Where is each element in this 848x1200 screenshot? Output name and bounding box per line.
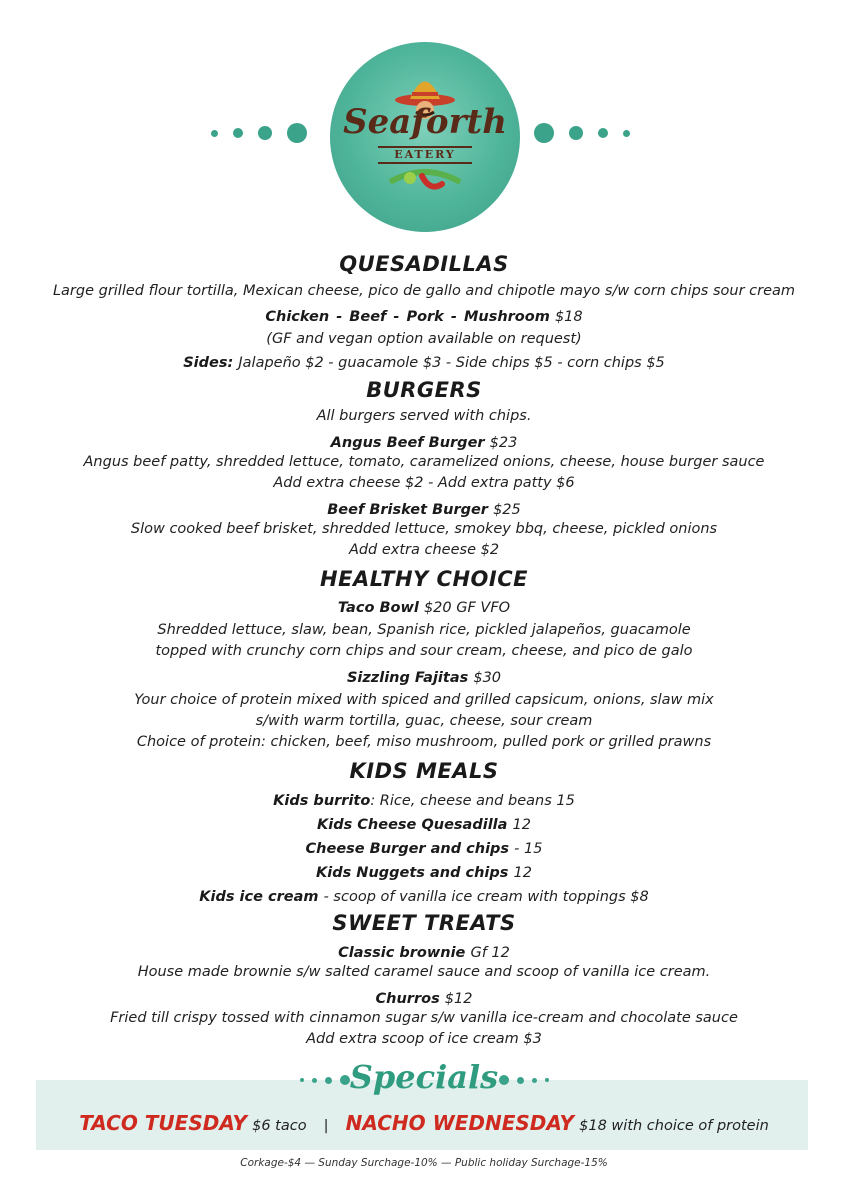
angus-burger-line bbox=[0, 432, 848, 451]
kids-nuggets-price: 12 bbox=[513, 865, 532, 881]
section-title-quesadillas: QUESADILLAS bbox=[339, 252, 509, 276]
logo-title: Seaforth bbox=[343, 102, 507, 142]
surcharge-footer: Corkage-$4 — Sunday Surchage-10% — Public holiday Surchage-15% bbox=[240, 1157, 608, 1169]
brownie-description: House made brownie s/w salted caramel sauce and scoop of vanilla ice cream. bbox=[137, 964, 711, 980]
quesadillas-note: (GF and vegan option available on request) bbox=[266, 331, 582, 347]
kids-icecream-line bbox=[0, 886, 848, 905]
specials-title: Specials bbox=[349, 1058, 499, 1096]
churros-name: Churros bbox=[375, 991, 440, 1007]
kids-quesadilla-line bbox=[0, 814, 848, 833]
nacho-wednesday-price: $18 with choice of protein bbox=[579, 1118, 769, 1134]
brisket-burger-name: Beef Brisket Burger bbox=[327, 502, 488, 518]
taco-bowl-description-2: topped with crunchy corn chips and sour cream, cheese, and pico de galo bbox=[155, 643, 693, 659]
angus-burger-price: $23 bbox=[489, 435, 518, 451]
sides-list: Jalapeño $2 - guacamole $3 - Side chips $5 - corn chips $5 bbox=[238, 355, 665, 371]
kids-nuggets-line bbox=[0, 862, 848, 881]
kids-burger-name: Cheese Burger and chips bbox=[305, 841, 510, 857]
section-title-sweet: SWEET TREATS bbox=[332, 911, 516, 935]
brownie-name: Classic brownie bbox=[338, 945, 466, 961]
fajitas-price: $30 bbox=[473, 670, 502, 686]
kids-icecream-detail: - scoop of vanilla ice cream with toppings $8 bbox=[323, 889, 649, 905]
quesadillas-description: Large grilled flour tortilla, Mexican cheese, pico de gallo and chipotle mayo s/w corn chips sour cream bbox=[52, 283, 796, 299]
fajitas-line bbox=[0, 667, 848, 686]
burgers-intro: All burgers served with chips. bbox=[316, 408, 532, 424]
taco-tuesday-label: TACO TUESDAY bbox=[79, 1111, 247, 1135]
section-title-healthy: HEALTHY CHOICE bbox=[320, 567, 528, 591]
taco-bowl-name: Taco Bowl bbox=[337, 600, 419, 616]
churros-price: $12 bbox=[444, 991, 473, 1007]
kids-burger-price: - 15 bbox=[514, 841, 543, 857]
header-dots-right bbox=[534, 123, 630, 143]
specials-line bbox=[0, 1111, 848, 1135]
nacho-wednesday-label: NACHO WEDNESDAY bbox=[345, 1111, 575, 1135]
kids-burrito-line bbox=[0, 790, 848, 809]
quesadillas-price: $18 bbox=[554, 309, 583, 325]
kids-quesadilla-name: Kids Cheese Quesadilla bbox=[317, 817, 508, 833]
brownie-line bbox=[0, 942, 848, 961]
kids-nuggets-name: Kids Nuggets and chips bbox=[316, 865, 509, 881]
sides-label: Sides: bbox=[183, 355, 234, 371]
kids-icecream-name: Kids ice cream bbox=[199, 889, 319, 905]
angus-burger-extras: Add extra cheese $2 - Add extra patty $6 bbox=[273, 475, 575, 491]
fajitas-description-1: Your choice of protein mixed with spiced and grilled capsicum, onions, slaw mix bbox=[134, 692, 714, 708]
kids-burrito-detail: : Rice, cheese and beans 15 bbox=[370, 793, 575, 809]
section-title-burgers: BURGERS bbox=[366, 378, 482, 402]
brisket-burger-price: $25 bbox=[493, 502, 521, 518]
specials-dots-right bbox=[499, 1075, 549, 1085]
quesadillas-options: Chicken - Beef - Pork - Mushroom bbox=[265, 309, 550, 325]
fajitas-description-3: Choice of protein: chicken, beef, miso mushroom, pulled pork or grilled prawns bbox=[136, 734, 712, 750]
fajitas-name: Sizzling Fajitas bbox=[346, 670, 469, 686]
section-title-kids: KIDS MEALS bbox=[349, 759, 499, 783]
taco-bowl-price: $20 GF VFO bbox=[423, 600, 511, 616]
taco-bowl-description-1: Shredded lettuce, slaw, bean, Spanish rice, pickled jalapeños, guacamole bbox=[157, 622, 691, 638]
taco-bowl-line bbox=[0, 597, 848, 616]
fajitas-description-2: s/with warm tortilla, guac, cheese, sour cream bbox=[255, 713, 593, 729]
quesadillas-sides-line bbox=[0, 352, 848, 371]
brisket-burger-line bbox=[0, 499, 848, 518]
kids-burrito-name: Kids burrito bbox=[273, 793, 371, 809]
churros-line bbox=[0, 988, 848, 1007]
specials-separator: | bbox=[323, 1118, 329, 1134]
seaforth-logo bbox=[330, 42, 520, 232]
angus-burger-name: Angus Beef Burger bbox=[330, 435, 485, 451]
brisket-burger-extras: Add extra cheese $2 bbox=[348, 542, 500, 558]
logo-subtitle: EATERY bbox=[378, 146, 472, 164]
brownie-price: Gf 12 bbox=[470, 945, 510, 961]
kids-quesadilla-price: 12 bbox=[512, 817, 531, 833]
kids-burger-line bbox=[0, 838, 848, 857]
taco-tuesday-price: $6 taco bbox=[252, 1118, 307, 1134]
header-dots-left bbox=[211, 123, 307, 143]
brisket-burger-description: Slow cooked beef brisket, shredded lettuce, smokey bbq, cheese, pickled onions bbox=[130, 521, 718, 537]
churros-extras: Add extra scoop of ice cream $3 bbox=[306, 1031, 542, 1047]
angus-burger-description: Angus beef patty, shredded lettuce, tomato, caramelized onions, cheese, house burger sauce bbox=[83, 454, 765, 470]
quesadillas-options-line bbox=[0, 306, 848, 325]
churros-description: Fried till crispy tossed with cinnamon sugar s/w vanilla ice-cream and chocolate sauce bbox=[110, 1010, 738, 1026]
